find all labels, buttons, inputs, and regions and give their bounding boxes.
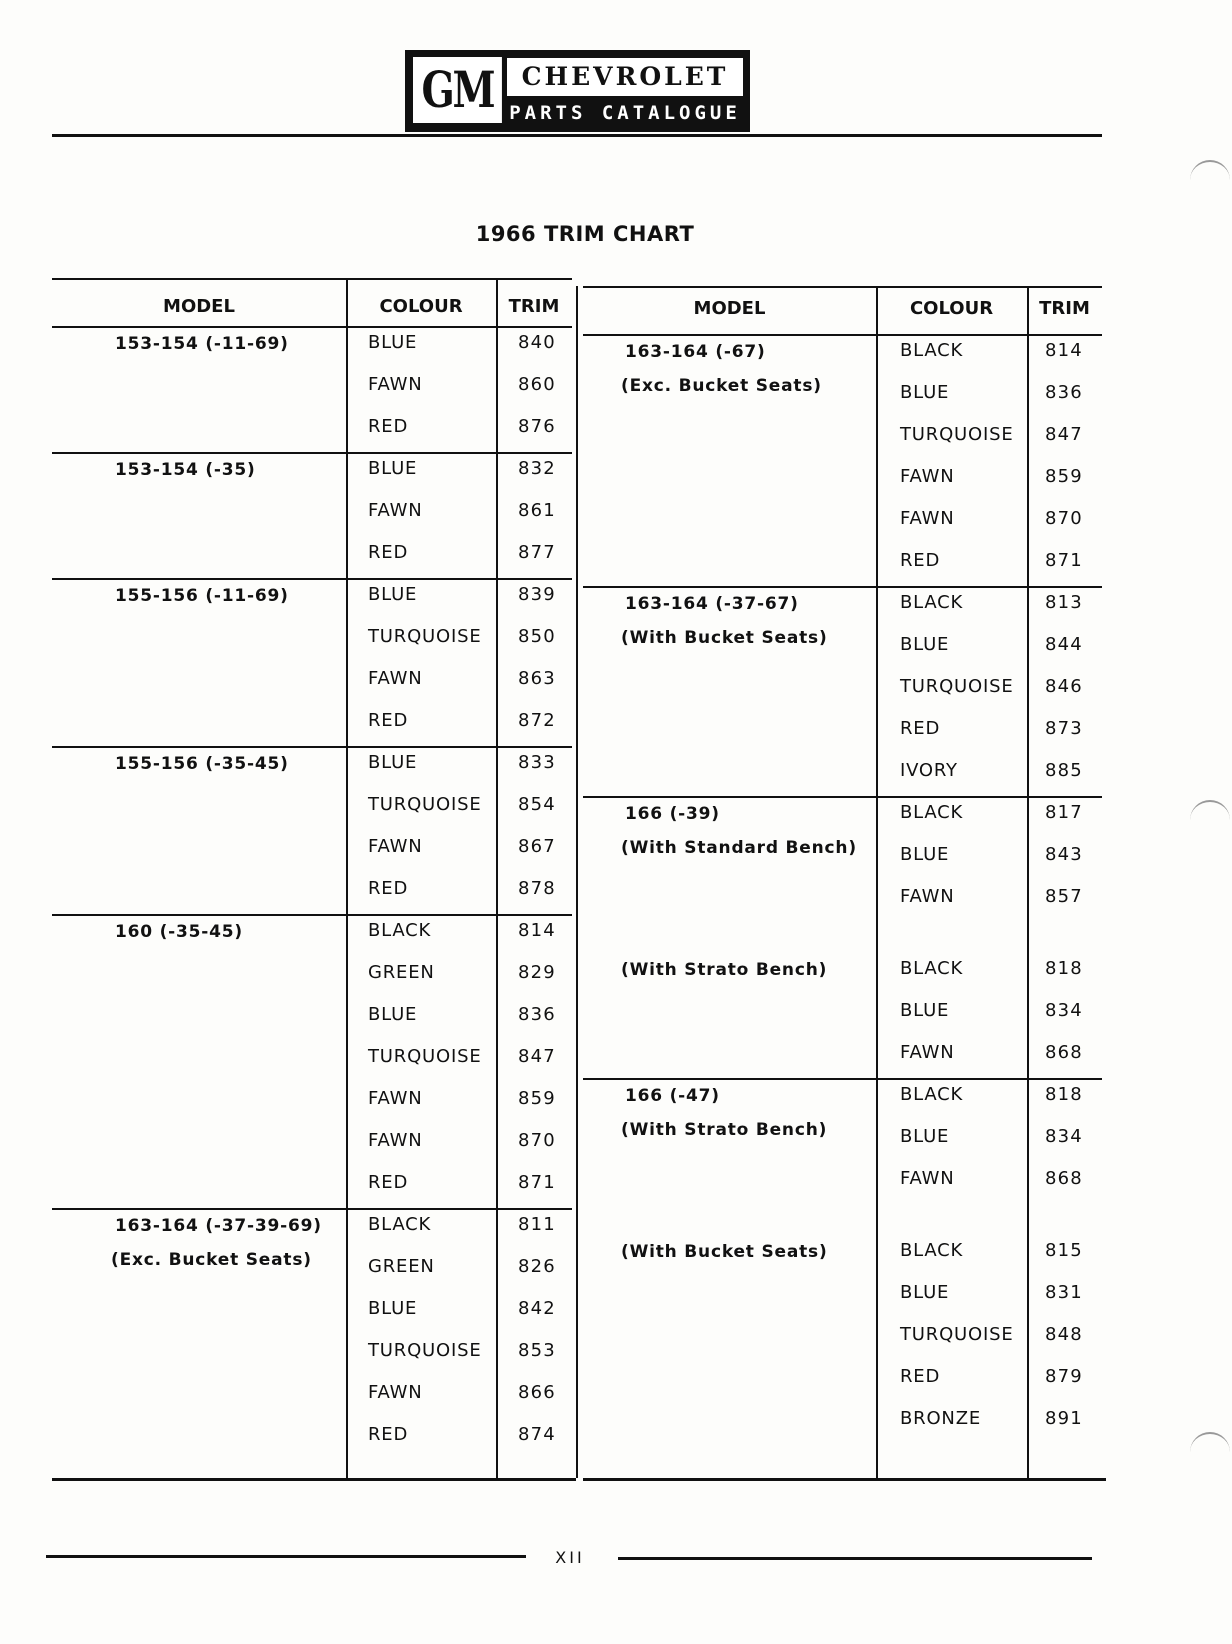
right-trim-cell: 868: [1045, 1042, 1083, 1063]
right-trim-cell: 836: [1045, 382, 1083, 403]
left-group-rule: [52, 1208, 572, 1210]
left-trim-cell: 872: [518, 710, 556, 731]
right-colour-cell: FAWN: [900, 1042, 955, 1063]
left-top-rule: [52, 278, 572, 280]
right-colour-cell: TURQUOISE: [900, 1324, 1014, 1345]
right-trim-cell: 817: [1045, 802, 1083, 823]
left-trim-cell: 832: [518, 458, 556, 479]
left-colour-cell: GREEN: [368, 962, 435, 983]
right-model-label: (With Strato Bench): [621, 1120, 828, 1140]
right-trim-cell: 885: [1045, 760, 1083, 781]
right-group-rule: [583, 1078, 1102, 1080]
left-model-label: 153-154 (-35): [115, 460, 256, 480]
right-model-label: 163-164 (-67): [625, 342, 766, 362]
right-header-rule: [583, 334, 1102, 336]
left-trim-cell: 826: [518, 1256, 556, 1277]
right-trim-cell: 859: [1045, 466, 1083, 487]
right-model-label: (With Strato Bench): [621, 960, 828, 980]
gm-logo-mark: GM: [413, 57, 502, 123]
left-trim-cell: 850: [518, 626, 556, 647]
left-header-model: MODEL: [163, 296, 235, 317]
right-colour-cell: BLUE: [900, 382, 950, 403]
right-colour-cell: BLACK: [900, 802, 964, 823]
left-trim-cell: 877: [518, 542, 556, 563]
center-double-rule: [576, 286, 578, 1478]
right-model-label: (With Bucket Seats): [621, 628, 828, 648]
left-colour-cell: GREEN: [368, 1256, 435, 1277]
right-trim-cell: 843: [1045, 844, 1083, 865]
page-title: 1966 TRIM CHART: [475, 222, 695, 246]
left-trim-cell: 854: [518, 794, 556, 815]
right-trim-cell: 818: [1045, 958, 1083, 979]
right-trim-cell: 868: [1045, 1168, 1083, 1189]
left-colour-divider: [346, 278, 348, 1478]
right-group-rule: [583, 796, 1102, 798]
right-colour-cell: BLACK: [900, 1240, 964, 1261]
left-model-label: 163-164 (-37-39-69): [115, 1216, 322, 1236]
right-model-label: (With Bucket Seats): [621, 1242, 828, 1262]
right-colour-cell: BLACK: [900, 958, 964, 979]
left-trim-cell: 814: [518, 920, 556, 941]
right-model-label: 163-164 (-37-67): [625, 594, 799, 614]
left-colour-cell: RED: [368, 1424, 409, 1445]
right-colour-cell: BLUE: [900, 1000, 950, 1021]
right-colour-cell: FAWN: [900, 466, 955, 487]
right-colour-cell: FAWN: [900, 1168, 955, 1189]
left-trim-cell: 811: [518, 1214, 556, 1235]
left-group-rule: [52, 914, 572, 916]
right-trim-cell: 848: [1045, 1324, 1083, 1345]
left-trim-cell: 867: [518, 836, 556, 857]
right-colour-cell: TURQUOISE: [900, 676, 1014, 697]
left-trim-cell: 839: [518, 584, 556, 605]
left-colour-cell: FAWN: [368, 500, 423, 521]
left-colour-cell: FAWN: [368, 1382, 423, 1403]
page-number: XII: [555, 1548, 585, 1567]
left-trim-cell: 874: [518, 1424, 556, 1445]
footer-rule-right: [618, 1557, 1092, 1560]
left-colour-cell: FAWN: [368, 836, 423, 857]
left-trim-cell: 833: [518, 752, 556, 773]
right-trim-cell: 814: [1045, 340, 1083, 361]
right-colour-cell: BLUE: [900, 1126, 950, 1147]
right-model-label: (With Standard Bench): [621, 838, 857, 858]
left-trim-cell: 859: [518, 1088, 556, 1109]
right-colour-divider: [876, 286, 878, 1478]
left-group-rule: [52, 452, 572, 454]
right-colour-cell: BLUE: [900, 844, 950, 865]
left-trim-cell: 836: [518, 1004, 556, 1025]
right-trim-cell: 844: [1045, 634, 1083, 655]
right-trim-cell: 857: [1045, 886, 1083, 907]
right-colour-cell: IVORY: [900, 760, 958, 781]
right-colour-cell: BRONZE: [900, 1408, 981, 1429]
right-colour-cell: BLACK: [900, 340, 964, 361]
left-colour-cell: BLACK: [368, 920, 432, 941]
left-colour-cell: BLACK: [368, 1214, 432, 1235]
brand-name: CHEVROLET: [507, 58, 743, 96]
left-trim-cell: 866: [518, 1382, 556, 1403]
right-top-rule: [583, 286, 1102, 288]
footer-rule-left: [46, 1555, 526, 1558]
catalogue-subtitle: PARTS CATALOGUE: [509, 102, 741, 124]
left-colour-cell: TURQUOISE: [368, 794, 482, 815]
right-trim-divider: [1027, 286, 1029, 1478]
right-colour-cell: FAWN: [900, 886, 955, 907]
right-header-trim: TRIM: [1039, 298, 1090, 319]
left-model-label: 160 (-35-45): [115, 922, 243, 942]
left-colour-cell: RED: [368, 710, 409, 731]
left-colour-cell: TURQUOISE: [368, 1046, 482, 1067]
left-trim-cell: 853: [518, 1340, 556, 1361]
right-header-model: MODEL: [693, 298, 766, 319]
right-colour-cell: BLUE: [900, 634, 950, 655]
left-colour-cell: BLUE: [368, 1298, 418, 1319]
left-colour-cell: BLUE: [368, 584, 418, 605]
right-colour-cell: RED: [900, 550, 941, 571]
left-header-trim: TRIM: [508, 296, 560, 317]
left-colour-cell: BLUE: [368, 332, 418, 353]
left-colour-cell: BLUE: [368, 752, 418, 773]
right-trim-cell: 846: [1045, 676, 1083, 697]
right-header-colour: COLOUR: [909, 298, 994, 319]
left-header-colour: COLOUR: [379, 296, 463, 317]
left-trim-cell: 861: [518, 500, 556, 521]
left-model-label: 155-156 (-11-69): [115, 586, 289, 606]
left-group-rule: [52, 746, 572, 748]
left-trim-cell: 829: [518, 962, 556, 983]
right-colour-cell: BLACK: [900, 1084, 964, 1105]
left-trim-cell: 871: [518, 1172, 556, 1193]
left-colour-cell: TURQUOISE: [368, 626, 482, 647]
right-trim-cell: 847: [1045, 424, 1083, 445]
right-trim-cell: 815: [1045, 1240, 1083, 1261]
left-bottom-rule: [52, 1478, 576, 1481]
right-trim-cell: 834: [1045, 1000, 1083, 1021]
left-model-label: 153-154 (-11-69): [115, 334, 289, 354]
right-trim-cell: 879: [1045, 1366, 1083, 1387]
left-group-rule: [52, 578, 572, 580]
right-colour-cell: FAWN: [900, 508, 955, 529]
left-header-rule: [52, 326, 572, 328]
left-trim-cell: 860: [518, 374, 556, 395]
left-trim-cell: 878: [518, 878, 556, 899]
right-group-rule: [583, 586, 1102, 588]
left-trim-cell: 847: [518, 1046, 556, 1067]
right-model-label: 166 (-39): [625, 804, 720, 824]
left-colour-cell: TURQUOISE: [368, 1340, 482, 1361]
right-colour-cell: TURQUOISE: [900, 424, 1014, 445]
right-bottom-rule: [583, 1478, 1106, 1481]
right-trim-cell: 871: [1045, 550, 1083, 571]
right-trim-cell: 834: [1045, 1126, 1083, 1147]
right-colour-cell: BLACK: [900, 592, 964, 613]
right-colour-cell: BLUE: [900, 1282, 950, 1303]
right-trim-cell: 873: [1045, 718, 1083, 739]
left-colour-cell: BLUE: [368, 458, 418, 479]
right-trim-cell: 891: [1045, 1408, 1083, 1429]
left-colour-cell: RED: [368, 542, 409, 563]
left-colour-cell: RED: [368, 1172, 409, 1193]
left-trim-divider: [496, 278, 498, 1478]
right-model-label: (Exc. Bucket Seats): [621, 376, 822, 396]
right-trim-cell: 831: [1045, 1282, 1083, 1303]
left-colour-cell: FAWN: [368, 668, 423, 689]
right-colour-cell: RED: [900, 718, 941, 739]
left-model-label: 155-156 (-35-45): [115, 754, 289, 774]
left-trim-cell: 842: [518, 1298, 556, 1319]
left-trim-cell: 876: [518, 416, 556, 437]
left-colour-cell: BLUE: [368, 1004, 418, 1025]
right-trim-cell: 870: [1045, 508, 1083, 529]
left-trim-cell: 870: [518, 1130, 556, 1151]
left-trim-cell: 840: [518, 332, 556, 353]
right-colour-cell: RED: [900, 1366, 941, 1387]
left-colour-cell: RED: [368, 878, 409, 899]
left-colour-cell: RED: [368, 416, 409, 437]
left-trim-cell: 863: [518, 668, 556, 689]
left-colour-cell: FAWN: [368, 1130, 423, 1151]
right-trim-cell: 813: [1045, 592, 1083, 613]
left-model-label: (Exc. Bucket Seats): [111, 1250, 312, 1270]
right-model-label: 166 (-47): [625, 1086, 720, 1106]
left-colour-cell: FAWN: [368, 374, 423, 395]
right-trim-cell: 818: [1045, 1084, 1083, 1105]
left-colour-cell: FAWN: [368, 1088, 423, 1109]
